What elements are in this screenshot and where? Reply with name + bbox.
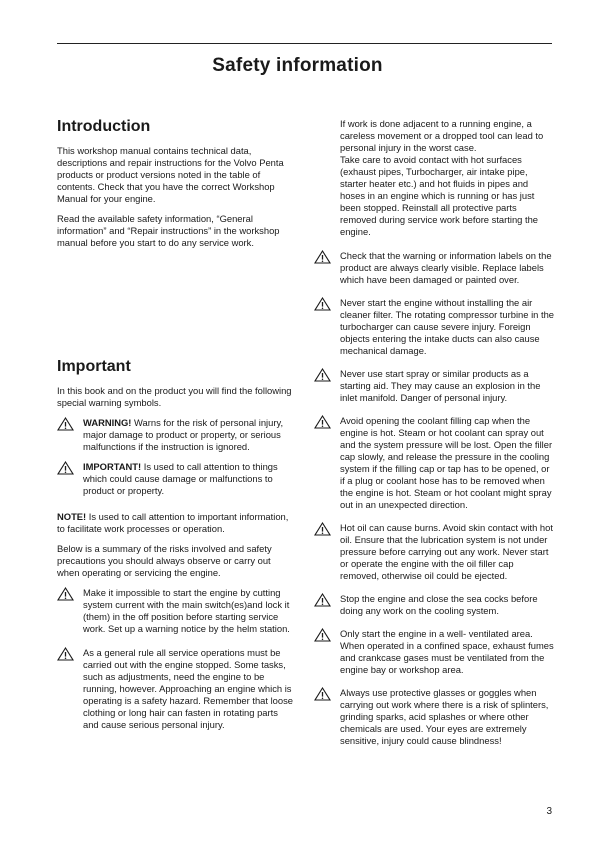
right-column: [314, 118, 554, 758]
warning-triangle-icon: [57, 417, 74, 431]
important-label: IMPORTANT!: [83, 461, 142, 472]
safety-item-text: Make it impossible to start the engine by cutting system current with the main switch(es)and lock it (them) in the off position before starting service work. Set up a warning notice by the helm station.: [83, 587, 290, 634]
note-label: NOTE!: [57, 511, 87, 522]
safety-item-text: Check that the warning or information labels on the product are always clearly visible. Replace labels which have been damaged or painted over.: [340, 250, 552, 285]
safety-item: [314, 250, 554, 286]
safety-item: [314, 522, 554, 582]
continuation-text: [314, 118, 554, 238]
page-title: Safety information: [212, 55, 383, 76]
safety-item: [57, 647, 295, 731]
introduction-section: [57, 118, 295, 249]
safety-item-text: Always use protective glasses or goggles when carrying out work where there is a risk of splinters, grinding sparks, acid splashes or where other chemicals are used. Your eyes are extremely sensitive, injury could cause blindness!: [340, 687, 549, 746]
warning-triangle-icon: [314, 415, 331, 429]
safety-item: [314, 628, 554, 676]
important-definition: [57, 461, 295, 497]
safety-item-text: Stop the engine and close the sea cocks before doing any work on the cooling system.: [340, 593, 538, 616]
note-text: Is used to call attention to important information, to facilitate work processes or operation.: [57, 511, 289, 534]
warning-triangle-icon: [314, 628, 331, 642]
important-heading: Important: [57, 358, 131, 375]
safety-item-text: As a general rule all service operations must be carried out with the engine stopped. Some tasks, such as adjustments, need the engine to be running, however. Approaching an engine which is operating is a safety hazard. Remember that loose clothing or long hair can fasten in rotating parts and cause serious personal injury.: [83, 647, 294, 730]
continuation-paragraph: Take care to avoid contact with hot surfaces (exhaust pipes, Turbocharger, air intake pipe, starter heater etc.) and hot fluids in pipes and hoses in an engine which is running or has just been stopped. Reinstall all protective parts removed during service work before starting the engine.: [340, 154, 539, 237]
warning-triangle-icon: [57, 461, 74, 475]
warning-triangle-icon: [314, 368, 331, 382]
continuation-paragraph: If work is done adjacent to a running engine, a careless movement or a dropped tool can lead to personal injury in the worst case.: [340, 118, 544, 153]
safety-item-text: Hot oil can cause burns. Avoid skin contact with hot oil. Ensure that the lubrication system is not under pressure before carrying out any work. Never start or operate the engine with the oil filler cap removed, otherwise oil could be ejected.: [340, 522, 553, 581]
safety-item: [314, 415, 554, 511]
safety-item: [314, 368, 554, 404]
left-column: [57, 118, 295, 730]
introduction-heading: Introduction: [57, 118, 151, 135]
warning-triangle-icon: [57, 647, 74, 661]
warning-text: Warns for the risk of personal injury, major damage to product or property, or serious malfunctions if the instruction is ignored.: [83, 417, 284, 452]
warning-triangle-icon: [314, 687, 331, 701]
top-rule: [57, 43, 552, 44]
important-intro: In this book and on the product you will find the following special warning symbols.: [57, 385, 292, 408]
warning-triangle-icon: [314, 297, 331, 311]
safety-item: [57, 587, 295, 635]
safety-item-text: Never use start spray or similar products as a starting aid. They may cause an explosion in the inlet manifold. Danger of personal injury.: [340, 368, 541, 403]
safety-item: [314, 687, 554, 747]
summary-paragraph: Below is a summary of the risks involved and safety precautions you should always observe or carry out when operating or servicing the engine.: [57, 543, 272, 578]
introduction-paragraph: This workshop manual contains technical data, descriptions and repair instructions for the Volvo Penta products or product versions noted in the table of contents. Check that you have the correct Workshop Manual for your engine.: [57, 145, 284, 204]
safety-item: [314, 593, 554, 617]
safety-item-text: Avoid opening the coolant filling cap when the engine is hot. Steam or hot coolant can spray out and the system pressure will be lost. Open the filler cap slowly, and release the pressure in the cooling system if the filling cap or tap has to be opened, or if a plug or coolant hose has to be removed when the engine is hot. Steam or hot coolant might spray out in an unexpected direction.: [340, 415, 553, 510]
warning-triangle-icon: [57, 587, 74, 601]
warning-triangle-icon: [314, 250, 331, 264]
page-number: 3: [546, 806, 552, 817]
safety-item-text: Never start the engine without installing the air cleaner filter. The rotating compressor turbine in the turbocharger can cause severe injury. Foreign objects entering the intake ducts can also cause mechanical damage.: [340, 297, 554, 356]
introduction-paragraph: Read the available safety information, “General information” and “Repair instructions” in the workshop manual before you start to do any service work.: [57, 213, 280, 248]
warning-label: WARNING!: [83, 417, 132, 428]
note-definition: [57, 511, 295, 535]
important-text: Is used to call attention to things which could cause damage or malfunctions to product or property.: [83, 461, 278, 496]
important-section: [57, 358, 295, 739]
warning-triangle-icon: [314, 593, 331, 607]
warning-triangle-icon: [314, 522, 331, 536]
warning-definition: [57, 417, 295, 453]
safety-item-text: Only start the engine in a well- ventilated area. When operated in a confined space, exhaust fumes and crankcase gases must be ventilated from the engine bay or workshop area.: [340, 628, 554, 675]
safety-item: [314, 297, 554, 357]
